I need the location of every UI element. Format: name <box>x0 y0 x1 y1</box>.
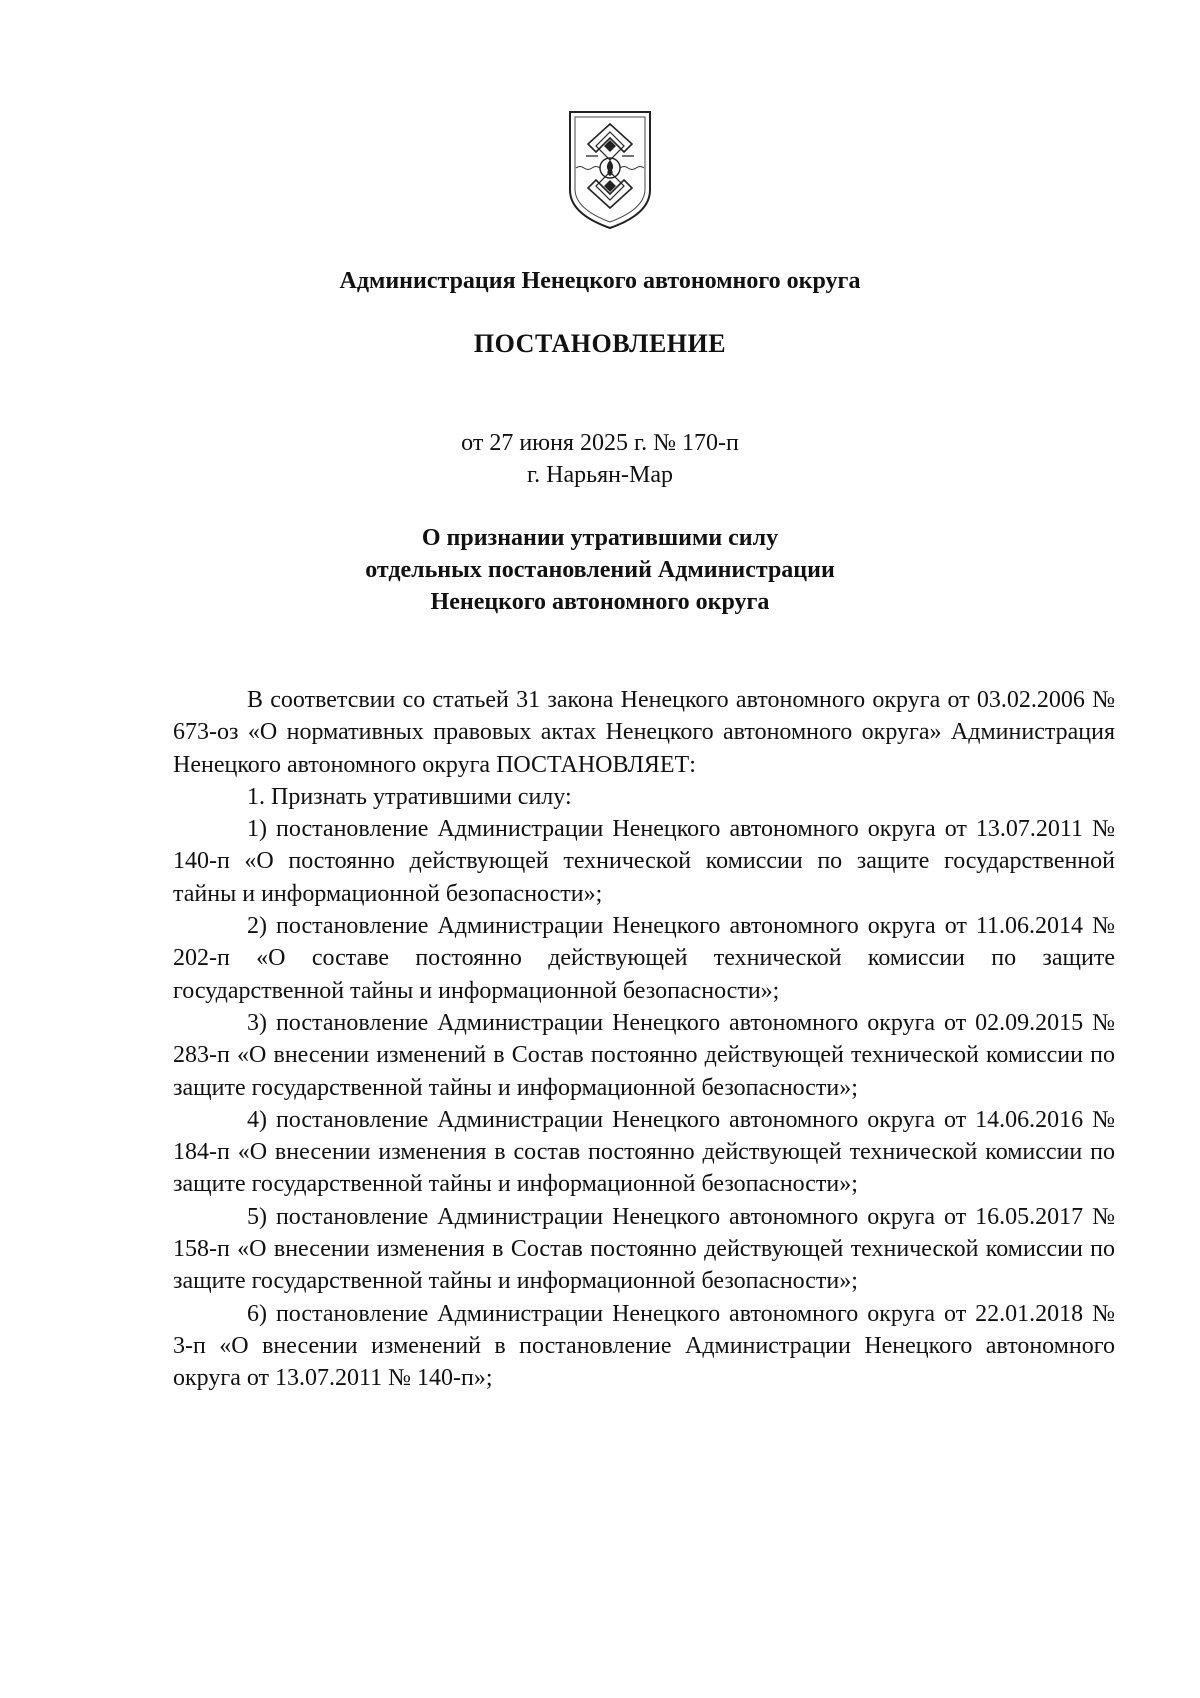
date-number: от 27 июня 2025 г. № 170-п <box>461 430 739 456</box>
list-item: 1) постановление Администрации Ненецкого автономного округа от 13.07.2011 № 140-п «О постоянно действующей технической комиссии по защите государственной тайны и информационной безопасности»; <box>173 816 1115 907</box>
organization-name: Администрация Ненецкого автономного округа <box>339 268 861 294</box>
title-line: Ненецкого автономного округа <box>430 589 770 615</box>
list-item: 2) постановление Администрации Ненецкого автономного округа от 11.06.2014 № 202-п «О составе постоянно действующей технической комиссии по защите государственной тайны и информационной безопасности»; <box>173 913 1115 1004</box>
list-item: 4) постановление Администрации Ненецкого автономного округа от 14.06.2016 № 184-п «О внесении изменения в состав постоянно действующей технической комиссии по защите государственной тайны и информационной безопасности»; <box>173 1106 1115 1198</box>
document-title <box>0 522 1200 618</box>
document-body <box>173 684 1115 1395</box>
preamble-paragraph: В соответсвии со статьей 31 закона Ненецкого автономного округа от 03.02.2006 № 673-оз «О нормативных правовых актах Ненецкого автономного округа» Администрация Ненецкого автономного округа ПОСТАНОВЛЯЕТ: <box>173 687 1115 778</box>
clause-paragraph: 1. Признать утратившими силу: <box>247 783 572 810</box>
place: г. Нарьян-Мар <box>527 462 673 488</box>
list-item: 5) постановление Администрации Ненецкого автономного округа от 16.05.2017 № 158-п «О внесении изменения в Состав постоянно действующей технической комиссии по защите государственной тайны и информационной безопасности»; <box>173 1203 1115 1295</box>
coat-of-arms-icon <box>566 108 654 232</box>
list-item: 6) постановление Администрации Ненецкого автономного округа от 22.01.2018 № 3-п «О внесении изменений в постановление Администрации Ненецкого автономного округа от 13.07.2011 № 140-п»; <box>173 1300 1115 1392</box>
list-item: 3) постановление Администрации Ненецкого автономного округа от 02.09.2015 № 283-п «О внесении изменений в Состав постоянно действующей технической комиссии по защите государственной тайны и информационной безопасности»; <box>173 1009 1115 1101</box>
title-line: отдельных постановлений Администрации <box>365 557 835 583</box>
title-line: О признании утратившими силу <box>421 525 779 551</box>
document-type: ПОСТАНОВЛЕНИЕ <box>473 329 727 358</box>
date-place-block <box>0 427 1200 491</box>
